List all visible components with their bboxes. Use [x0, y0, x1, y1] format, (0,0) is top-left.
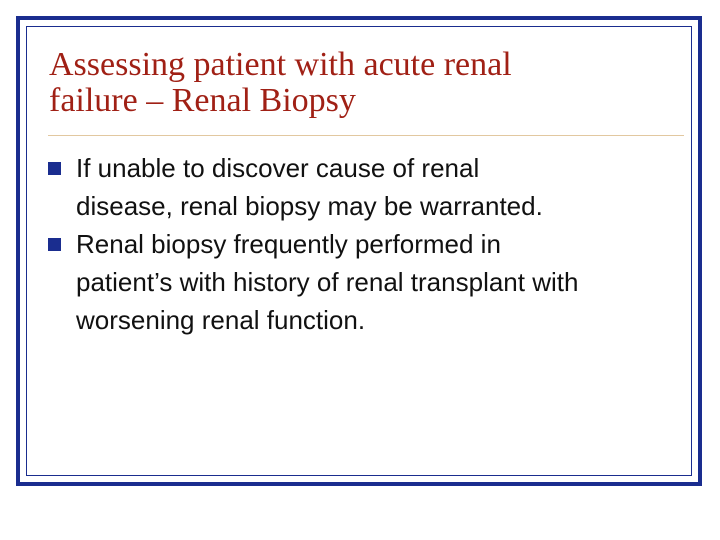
bullet-item [48, 149, 688, 225]
square-bullet-icon [48, 238, 61, 251]
slide-title [49, 47, 649, 119]
bullet-text-line: worsening renal function. [76, 305, 366, 335]
bullet-text-line: patient’s with history of renal transplant with [76, 267, 579, 297]
slide-title-line-2: failure – Renal Biopsy [49, 82, 356, 119]
bullet-text-line: Renal biopsy frequently performed in [76, 229, 501, 259]
bullet-text-line: If unable to discover cause of renal [76, 153, 480, 183]
slide-title-line-1: Assessing patient with acute renal [49, 46, 512, 83]
bullet-text-line: disease, renal biopsy may be warranted. [76, 191, 543, 221]
title-divider [48, 135, 684, 136]
square-bullet-icon [48, 162, 61, 175]
bullet-item [48, 225, 688, 339]
bullet-list [48, 149, 688, 339]
